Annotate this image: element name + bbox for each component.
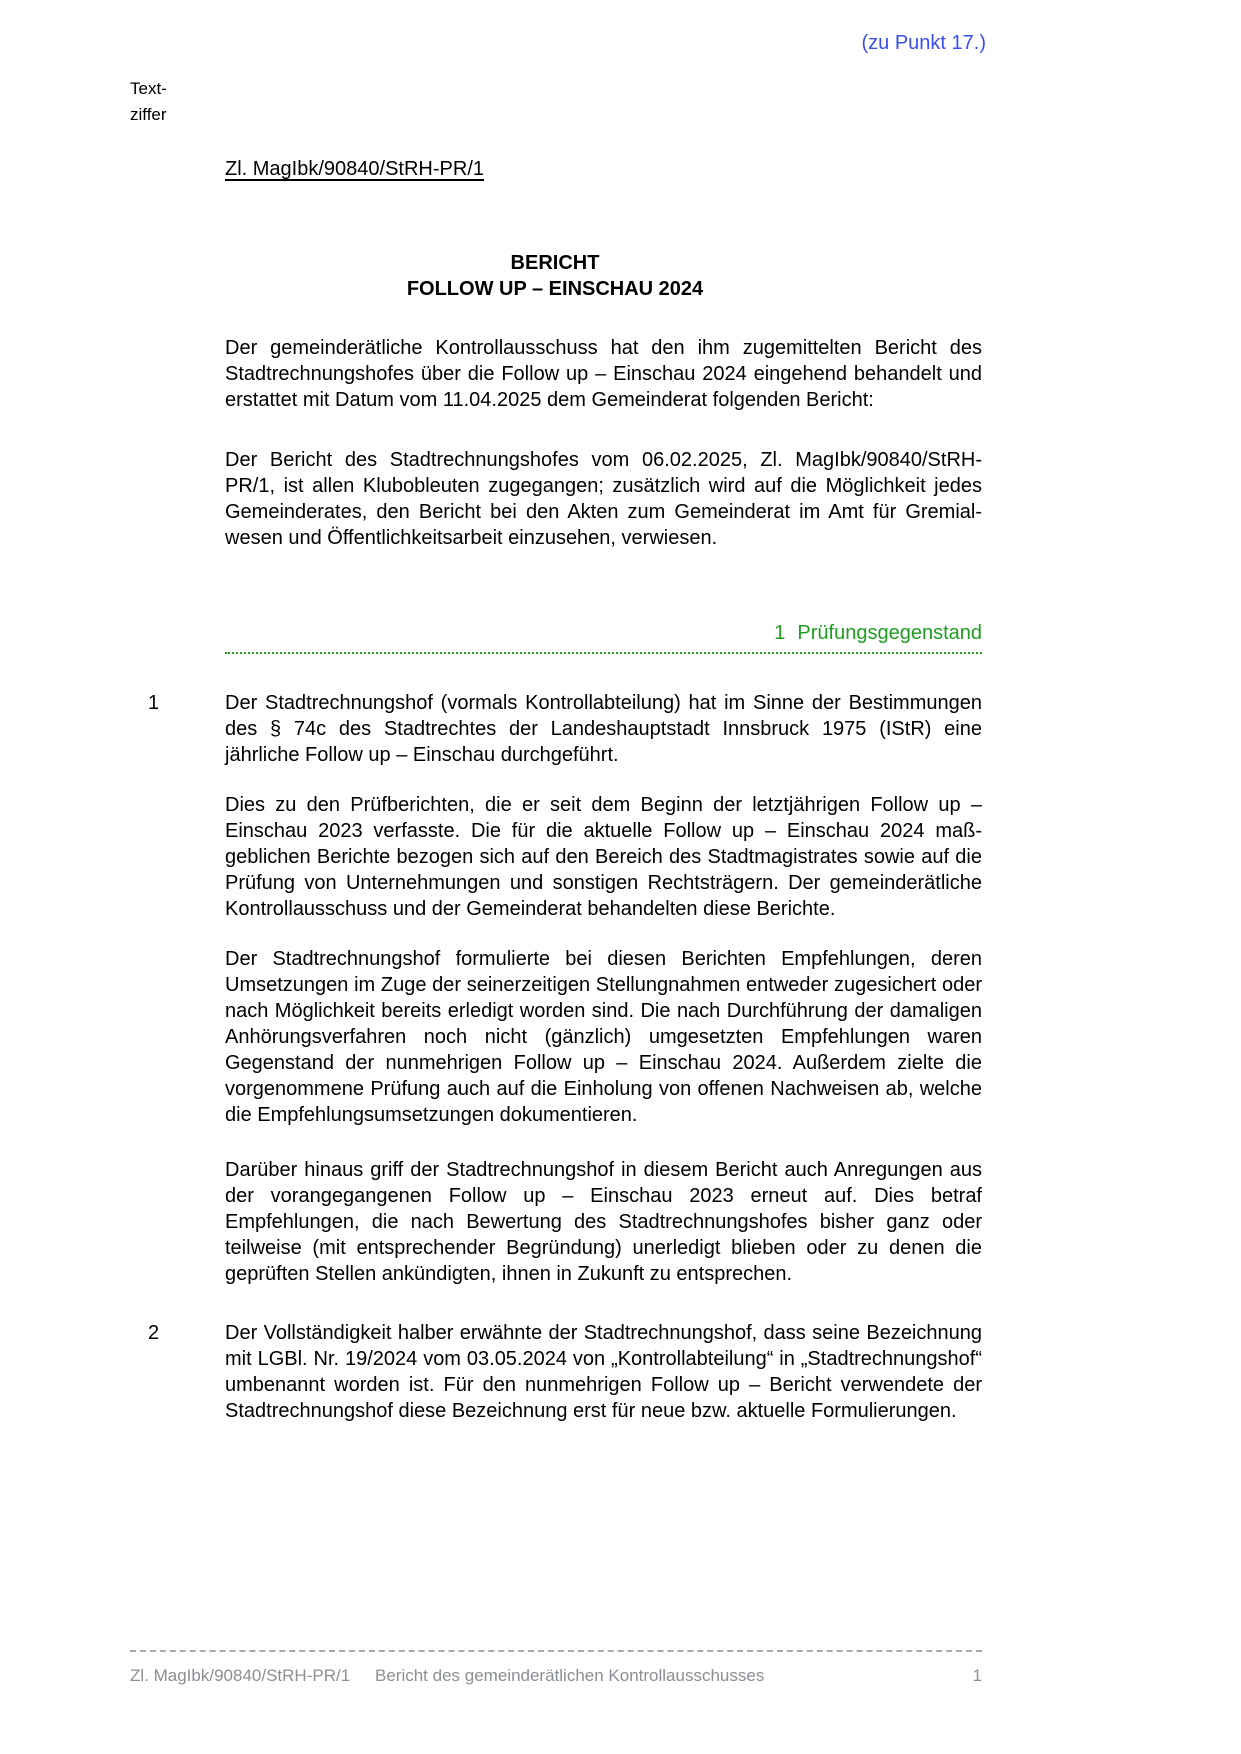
textziffer-number: 1: [148, 692, 160, 714]
margin-label-line2: ziffer: [130, 105, 167, 124]
margin-column-label: [130, 76, 167, 128]
file-reference: Zl. MagIbk/90840/StRH-PR/1: [225, 158, 484, 180]
intro-paragraph-2: Der Bericht des Stadtrechnungshofes vom 06.02.2025, Zl. MagIbk/90840/StRH-PR/1, ist allen Klubobleuten zugegangen; zusätzlich wird auf die Möglichkeit jedes Gemeinderates, den Bericht bei den Akten zum Gemeinderat im Amt für Gremialwesen und Öffentlichkeitsarbeit einzusehen, verwiesen.: [225, 449, 982, 549]
margin-label-line1: Text-: [130, 79, 167, 98]
report-title-line2: FOLLOW UP – EINSCHAU 2024: [406, 278, 704, 300]
section-number: 1: [774, 622, 786, 644]
document-body: [148, 335, 982, 1424]
report-title-line1: BERICHT: [510, 252, 600, 274]
paragraph: Der Stadtrechnungshof (vormals Kontrollabteilung) hat im Sinne der Bestimmungen des § 74c des Stadtrechtes der Landeshauptstadt Innsbruck 1975 (IStR) eine jährliche Follow up – Einschau durchgeführt.: [225, 692, 982, 766]
footer-divider: [130, 1650, 982, 1652]
report-title: [225, 250, 885, 302]
textziffer-item-2: [148, 1320, 982, 1424]
page-footer: [130, 1663, 982, 1689]
paragraph: Der Vollständigkeit halber erwähnte der Stadtrechnungshof, dass seine Bezeichnung mit LGBl. Nr. 19/2024 vom 03.05.2024 von „Kontrollabteilung“ in „Stadtrechnungshof“ umbenannt worden ist. Für den nunmehrigen Follow up – Bericht verwendete der Stadtrechnungshof diese Bezeichnung erst für neue bzw. aktuelle Formulierungen.: [225, 1322, 982, 1422]
footer-document-title: Bericht des gemeinderätlichen Kontrollausschusses: [375, 1666, 765, 1685]
footer-page-number: 1: [972, 1666, 982, 1685]
paragraph: Der Stadtrechnungshof formulierte bei diesen Berichten Empfehlungen, deren Umsetzungen im Zuge der seinerzeitigen Stellungnahmen entweder zugesichert oder nach Möglichkeit bereits erledigt worden sind. Die nach Durchführung der damaligen Anhörungsverfahren noch nicht (gänzlich) umgesetzten Empfehlungen waren Gegenstand der nunmehrigen Follow up – Einschau 2024. Außerdem zielte die vorgenommene Prüfung auch auf die Einholung von offenen Nachweisen ab, welche die Empfehlungsumsetzungen dokumentieren.: [225, 948, 982, 1126]
textziffer-number: 2: [148, 1322, 160, 1344]
section-heading-pruefungsgegenstand: [225, 620, 982, 654]
agenda-point-note: (zu Punkt 17.): [861, 32, 986, 54]
paragraph: Darüber hinaus griff der Stadtrechnungshof in diesem Bericht auch Anregungen aus der vorangegangenen Follow up – Einschau 2023 erneut auf. Dies betraf Empfehlungen, die nach Bewertung des Stadtrechnungshofes bisher ganz oder teilweise (mit entsprechender Begründung) unerledigt blieben oder zu denen die geprüften Stellen ankündigten, ihnen in Zukunft zu entsprechen.: [225, 1159, 982, 1285]
footer-file-reference: Zl. MagIbk/90840/StRH-PR/1: [130, 1666, 351, 1685]
textziffer-item-1: [148, 690, 982, 1287]
paragraph: Dies zu den Prüfberichten, die er seit dem Beginn der letztjährigen Follow up – Einschau 2023 verfasste. Die für die aktuelle Follow up – Einschau 2024 maßgeblichen Berichte bezogen sich auf den Bereich des Stadtmagistrates sowie auf die Prüfung von Unternehmungen und sonstigen Rechtsträgern. Der gemeinderätliche Kontrollausschuss und der Gemeinderat behandelten diese Berichte.: [225, 794, 982, 920]
intro-paragraph-1: Der gemeinderätliche Kontrollausschuss hat den ihm zugemittelten Bericht des Stadtrechnungshofes über die Follow up – Einschau 2024 eingehend behandelt und erstattet mit Datum vom 11.04.2025 dem Gemeinderat folgenden Bericht:: [225, 337, 982, 411]
section-title: Prüfungsgegenstand: [797, 622, 982, 644]
